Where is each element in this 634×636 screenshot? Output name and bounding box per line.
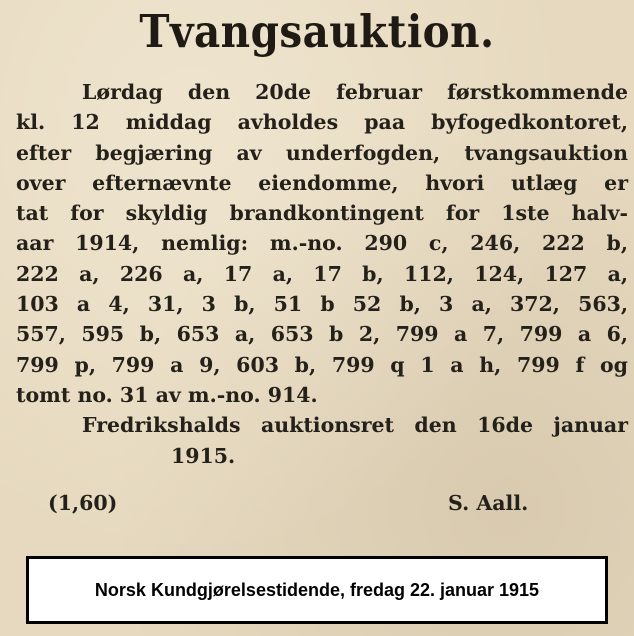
notice-line: efter begjæring av underfogden, tvangsauktion	[16, 140, 628, 165]
notice-line: kl. 12 middag avholdes paa byfogedkontoret,	[16, 110, 628, 135]
notice-fee: (1,60)	[48, 491, 118, 515]
notice-line: 799 p, 799 a 9, 603 b, 799 q 1 a h, 799 f og	[16, 352, 628, 377]
notice-line: 103 a 4, 31, 3 b, 51 b 52 b, 3 a, 372, 563,	[16, 292, 628, 317]
notice-dateline-year: 1915.	[171, 443, 236, 468]
notice-line: Lørdag den 20de februar førstkommende	[82, 80, 628, 104]
notice-line: over efternævnte eiendomme, hvori utlæg er	[16, 170, 628, 195]
notice-dateline: Fredrikshalds auktionsret den 16de januar	[82, 413, 628, 438]
source-caption: Norsk Kundgjørelsestidende, fredag 22. januar 1915	[94, 579, 540, 600]
notice-body	[16, 77, 628, 471]
notice-line: tomt no. 31 av m.-no. 914.	[16, 382, 318, 407]
notice-line: 222 a, 226 a, 17 a, 17 b, 112, 124, 127 a,	[16, 261, 628, 286]
notice-signature: S. Aall.	[448, 491, 529, 515]
source-caption-box	[26, 556, 608, 624]
notice-headline: Tvangsauktion.	[139, 5, 495, 58]
notice-line: tat for skyldig brandkontingent for 1ste halv-	[16, 201, 628, 226]
notice-line: aar 1914, nemlig: m.-no. 290 c, 246, 222 b,	[16, 231, 628, 256]
notice-line: 557, 595 b, 653 a, 653 b 2, 799 a 7, 799 a 6,	[16, 322, 628, 347]
